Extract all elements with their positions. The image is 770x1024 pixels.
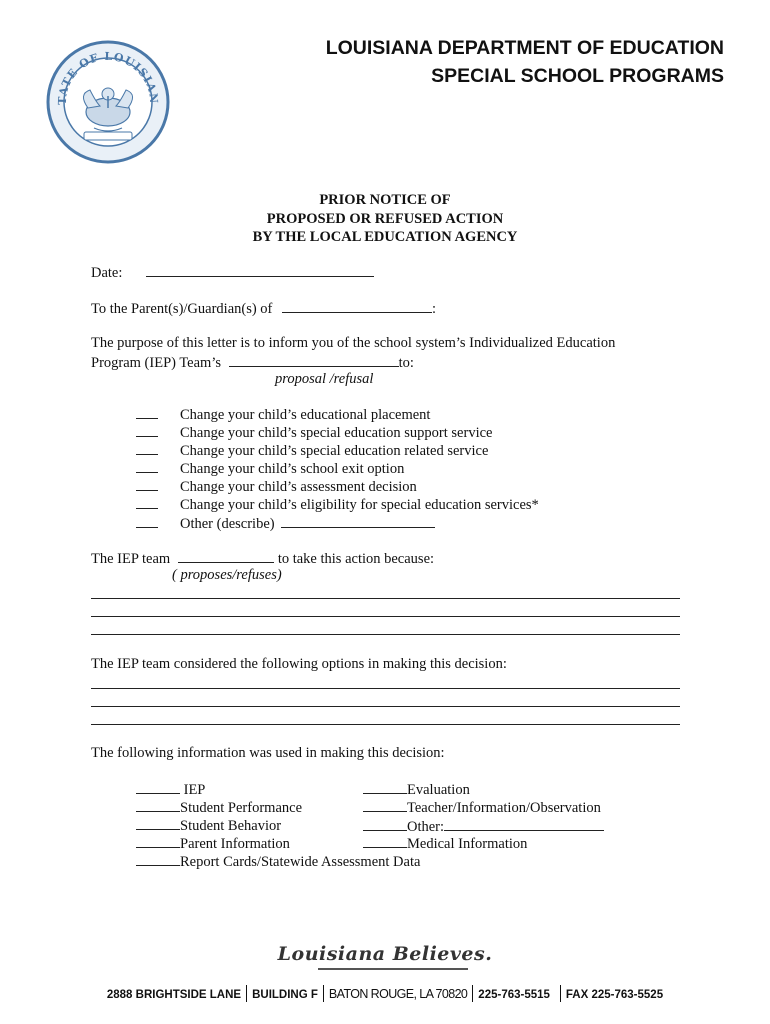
option-row	[136, 513, 435, 533]
option-row	[136, 459, 404, 478]
considered-label: The IEP team considered the following options in making this decision:	[91, 656, 507, 672]
notice-title-line3: BY THE LOCAL EDUCATION AGENCY	[252, 229, 518, 245]
date-label: Date:	[91, 265, 123, 281]
option-label: Change your child’s special education support service	[180, 425, 493, 441]
footer-fax: FAX 225-763-5525	[565, 989, 664, 1001]
option-checkbox[interactable]	[136, 477, 158, 491]
footer-city: BATON ROUGE, LA 70820	[328, 987, 468, 1001]
department-title-line1: LOUISIANA DEPARTMENT OF EDUCATION	[325, 37, 724, 59]
info-item	[363, 798, 601, 817]
parent-label: To the Parent(s)/Guardian(s) of	[91, 301, 273, 317]
parent-name-field[interactable]	[282, 298, 432, 313]
info-checkbox[interactable]	[136, 816, 180, 830]
state-seal	[44, 38, 172, 166]
department-title	[326, 34, 724, 90]
purpose-line2	[91, 352, 414, 372]
footer-divider	[323, 985, 324, 1002]
department-title-line2: SPECIAL SCHOOL PROGRAMS	[431, 65, 724, 87]
reason-line[interactable]	[91, 598, 680, 599]
considered-line[interactable]	[91, 688, 680, 689]
reason-line[interactable]	[91, 616, 680, 617]
option-label: Change your child’s educational placement	[180, 407, 431, 423]
option-checkbox[interactable]	[136, 495, 158, 509]
footer-divider	[246, 985, 247, 1002]
info-item	[136, 834, 290, 853]
date-row	[91, 262, 374, 282]
footer-street: 2888 BRIGHTSIDE LANE	[106, 989, 242, 1001]
info-label: Other:	[407, 819, 445, 835]
proposes-refuses-field[interactable]	[178, 548, 274, 563]
considered-line[interactable]	[91, 724, 680, 725]
option-checkbox[interactable]	[136, 459, 158, 473]
info-item	[363, 834, 527, 853]
info-label: Evaluation	[407, 782, 470, 798]
info-label: Medical Information	[407, 836, 528, 852]
other-info-field[interactable]	[444, 816, 604, 831]
purpose-line2-suffix: to:	[398, 355, 414, 371]
notice-title-line1: PRIOR NOTICE OF	[319, 192, 451, 208]
louisiana-believes-logo: Louisiana Believes.	[277, 943, 493, 965]
option-checkbox[interactable]	[136, 514, 158, 528]
info-item	[136, 798, 302, 817]
footer-phone: 225-763-5515	[478, 989, 550, 1001]
seal-icon	[44, 38, 172, 166]
logo-underline	[318, 968, 468, 970]
info-checkbox[interactable]	[363, 798, 407, 812]
footer-address	[0, 985, 770, 1002]
info-checkbox[interactable]	[136, 798, 180, 812]
option-label: Change your child’s school exit option	[180, 461, 405, 477]
option-label: Change your child’s assessment decision	[180, 479, 417, 495]
info-checkbox[interactable]	[363, 817, 407, 831]
date-field[interactable]	[146, 262, 374, 277]
info-checkbox[interactable]	[363, 834, 407, 848]
footer-divider	[472, 985, 473, 1002]
reason-line[interactable]	[91, 634, 680, 635]
information-label: The following information was used in making this decision:	[91, 745, 445, 761]
info-label: Student Behavior	[180, 818, 282, 834]
info-label: Teacher/Information/Observation	[407, 800, 601, 816]
proposal-refusal-hint: proposal /refusal	[275, 371, 374, 387]
action-prefix: The IEP team	[91, 551, 171, 567]
info-label: Student Performance	[180, 800, 303, 816]
option-row	[136, 405, 430, 424]
proposal-refusal-field[interactable]	[229, 352, 399, 367]
info-checkbox[interactable]	[363, 780, 407, 794]
option-row	[136, 495, 539, 514]
info-checkbox[interactable]	[136, 834, 180, 848]
info-label: Report Cards/Statewide Assessment Data	[180, 854, 421, 870]
option-checkbox[interactable]	[136, 423, 158, 437]
parent-suffix: :	[432, 301, 437, 317]
option-row	[136, 423, 492, 442]
other-describe-field[interactable]	[281, 513, 435, 528]
info-item	[136, 816, 281, 835]
footer-building: BUILDING F	[252, 989, 318, 1001]
option-label: Change your child’s special education related service	[180, 443, 489, 459]
considered-line[interactable]	[91, 706, 680, 707]
info-item	[363, 816, 604, 836]
option-checkbox[interactable]	[136, 441, 158, 455]
purpose-line1: The purpose of this letter is to inform you of the school system’s Individualized Education	[91, 335, 616, 351]
info-label: IEP	[183, 782, 206, 798]
proposes-refuses-hint: ( proposes/refuses)	[172, 567, 282, 583]
parent-row	[91, 298, 436, 318]
option-row	[136, 441, 488, 460]
option-label: Change your child’s eligibility for special education services*	[180, 497, 539, 513]
purpose-line2-prefix: Program (IEP) Team’s	[91, 355, 221, 371]
info-item	[136, 780, 205, 799]
info-item	[363, 780, 470, 799]
info-checkbox[interactable]	[136, 780, 180, 794]
info-label: Parent Information	[180, 836, 290, 852]
notice-title-line2: PROPOSED OR REFUSED ACTION	[266, 210, 504, 227]
option-label: Other (describe)	[180, 516, 275, 532]
action-row	[91, 548, 434, 568]
option-row	[136, 477, 417, 496]
footer-divider	[560, 985, 561, 1002]
info-item	[136, 852, 420, 871]
seal-text: TATE OF LOUISIAN	[55, 49, 161, 106]
option-checkbox[interactable]	[136, 405, 158, 419]
notice-title	[0, 191, 770, 247]
action-suffix: to take this action because:	[277, 551, 435, 567]
info-checkbox[interactable]	[136, 852, 180, 866]
